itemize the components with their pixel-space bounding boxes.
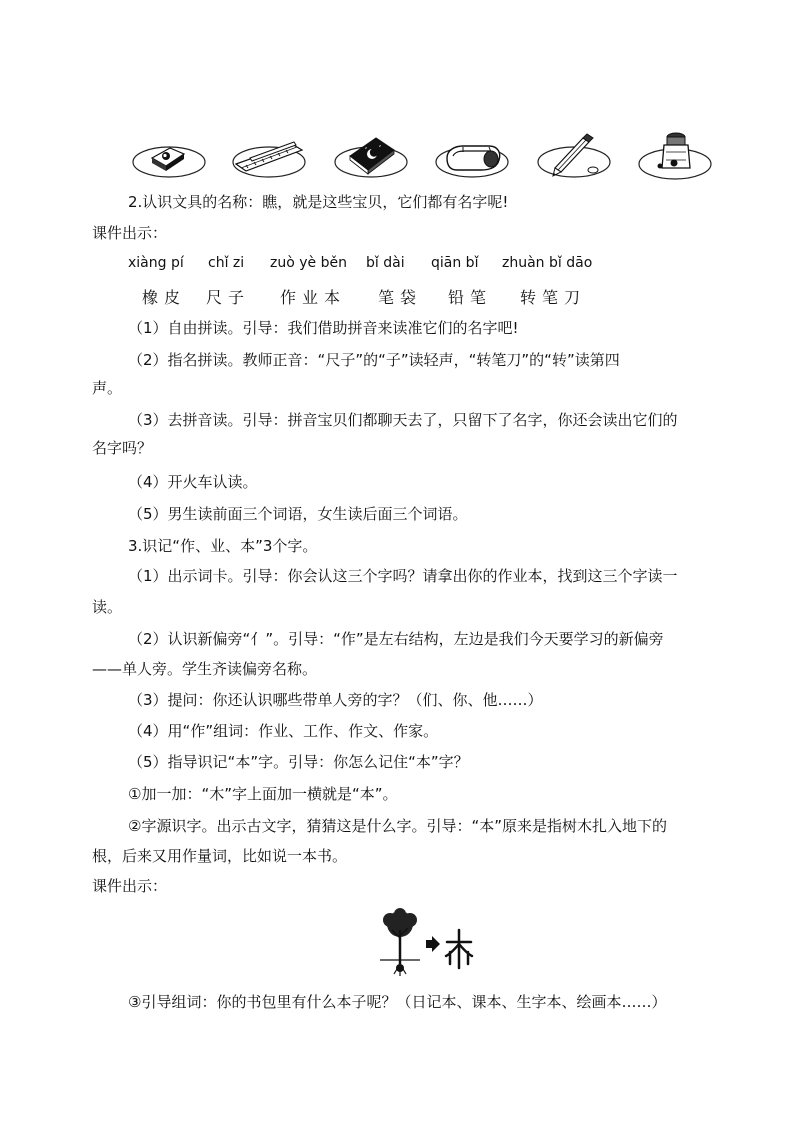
tree-root-icon (380, 908, 420, 976)
intro-paragraph: 2.认识文具的名称：瞧，就是这些宝贝，它们都有名字呢! (128, 193, 509, 211)
courseware-label: 课件出示： (92, 224, 168, 242)
step-3-line1: （3）去拼音读。引导：拼音宝贝们都聊天去了，只留下了名字，你还会读出它们的 (128, 411, 678, 429)
hanzi-item: 铅笔 (448, 288, 493, 307)
item-1-line1: （1）出示词卡。引导：你会认这三个字吗？请拿出你的作业本，找到这三个字读一 (128, 567, 678, 585)
pinyin-item: qiān bǐ (431, 255, 479, 271)
eraser-icon (130, 128, 208, 184)
pencil-icon (535, 128, 613, 184)
item-2-line1: （2）认识新偏旁“亻”。引导：“作”是左右结构，左边是我们今天要学习的新偏旁 (128, 630, 664, 648)
pinyin-item: bǐ dài (366, 255, 405, 271)
method-3: ③引导组词：你的书包里有什么本子呢？（日记本、课本、生字本、绘画本……） (128, 993, 667, 1011)
step-4: （4）开火车认读。 (128, 473, 258, 491)
method-2-line1: ②字源识字。出示古文字，猜猜这是什么字。引导：“本”原来是指树木扎入地下的 (128, 817, 667, 835)
step-1: （1）自由拼读。引导：我们借助拼音来读准它们的名字吧! (128, 319, 519, 337)
arrow-right-icon (426, 936, 440, 952)
hanzi-item: 橡皮 (142, 288, 187, 307)
step-2-line2: 声。 (92, 379, 123, 397)
pinyin-item: chǐ zi (208, 255, 245, 271)
item-1-line2: 读。 (92, 598, 123, 616)
hanzi-item: 笔袋 (378, 288, 423, 307)
method-1: ①加一加：“木”字上面加一横就是“本”。 (128, 785, 398, 803)
step-3-line2: 名字吗？ (92, 439, 153, 457)
item-5: （5）指导识记“本”字。引导：你怎么记住“本”字？ (128, 753, 469, 771)
section-3-heading: 3.识记“作、业、本”3个字。 (128, 537, 318, 555)
item-2-line2: ——单人旁。学生齐读偏旁名称。 (92, 660, 318, 678)
pinyin-item: zhuàn bǐ dāo (502, 255, 593, 271)
hanzi-item: 转笔刀 (520, 288, 587, 307)
stationery-images (130, 128, 720, 184)
ancient-ben-character-icon (446, 930, 472, 968)
hanzi-item: 作业本 (280, 288, 347, 307)
pinyin-item: xiàng pí (128, 255, 184, 271)
step-2-line1: （2）指名拼读。教师正音：“尺子”的“子”读轻声，“转笔刀”的“转”读第四 (128, 351, 620, 369)
item-3: （3）提问：你还认识哪些带单人旁的字？（们、你、他……） (128, 691, 543, 709)
step-5: （5）男生读前面三个词语，女生读后面三个词语。 (128, 505, 468, 523)
pencil-case-icon (433, 128, 511, 184)
notebook-icon (332, 128, 410, 184)
item-4: （4）用“作”组词：作业、工作、作文、作家。 (128, 722, 439, 740)
hanzi-item: 尺子 (206, 288, 251, 307)
sharpener-icon (636, 128, 714, 184)
ben-origin-figure (370, 908, 480, 978)
courseware-label-2: 课件出示： (92, 877, 168, 895)
method-2-line2: 根，后来又用作量词，比如说一本书。 (92, 847, 348, 865)
ruler-icon (230, 128, 308, 184)
pinyin-item: zuò yè běn (270, 255, 347, 271)
